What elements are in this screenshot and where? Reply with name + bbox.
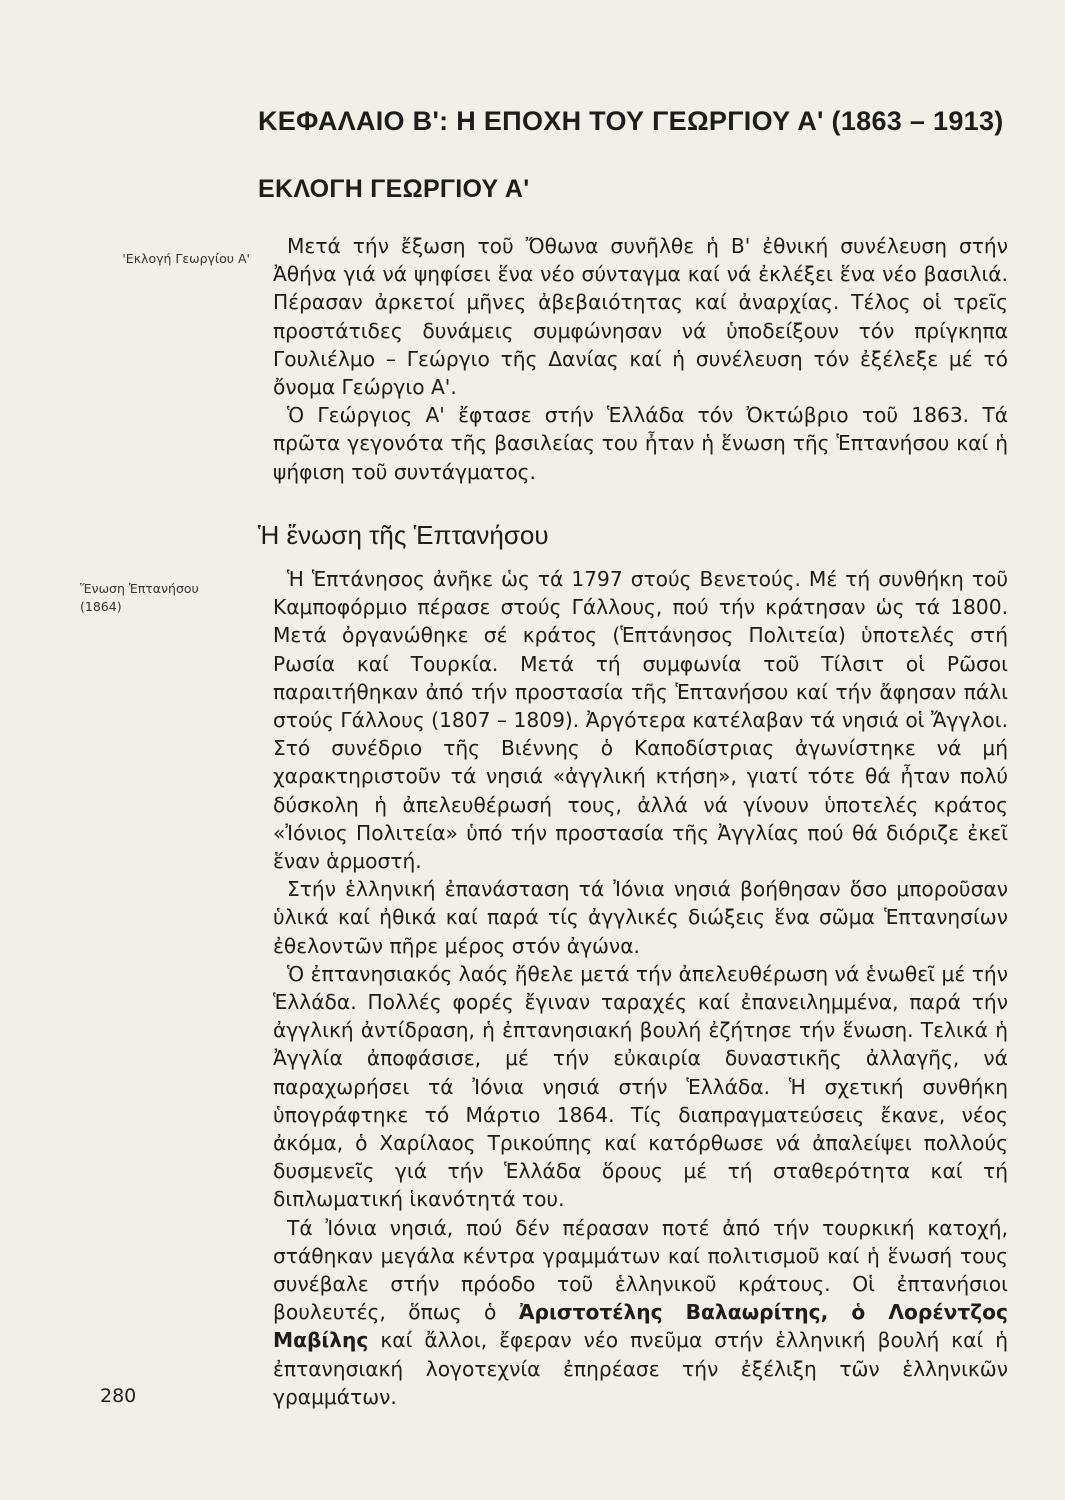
margin-note-election: 'Εκλογή Γεωργίου Α'	[122, 251, 250, 266]
section-title-election: ΕΚΛΟΓΗ ΓΕΩΡΓΙΟΥ Α'	[258, 175, 530, 203]
paragraph: Στήν ἑλληνική ἐπανάσταση τά Ἰόνια νησιά βοήθησαν ὅσο μποροῦσαν ὑλικά καί ἠθικά καί παρά τίς ἀγγλικές διώξεις ἕνα σῶμα Ἑπτανησίων ἐθελοντῶν πῆρε μέρος στόν ἀγώνα.	[273, 877, 1008, 958]
margin-note-union-label: Ἕνωση Ἑπτανήσου	[80, 581, 199, 596]
paragraph: Ὁ Γεώργιος Α' ἔφτασε στήν Ἑλλάδα τόν Ὀκτώβριο τοῦ 1863. Τά πρῶτα γεγονότα τῆς βασιλείας του ἦταν ἡ ἕνωση τῆς Ἑπτανήσου καί ἡ ψήφιση τοῦ συντάγματος.	[273, 403, 1008, 484]
paragraph-text: Τά Ἰόνια νησιά, πού δέν πέρασαν ποτέ ἀπό τήν τουρκική κατοχή, στάθηκαν μεγάλα κέντρα γραμμάτων καί πολιτισμοῦ καί ἡ ἕνωσή τους συνέβαλε στήν πρόοδο τοῦ ἑλληνικοῦ κράτους. Οἱ ἐπτανήσιοι βουλευτές, ὅπως ὁ	[273, 1215, 1008, 1325]
bold-names: Ἀριστοτέλης Βαλαωρίτης, ὁ Λορέντζος Μαβίλης	[273, 1300, 1008, 1353]
paragraph: Ἡ Ἑπτάνησος ἀνῆκε ὡς τά 1797 στούς Βενετούς. Μέ τή συνθήκη τοῦ Καμποφόρμιο πέρασε στούς Γάλλους, πού τήν κράτησαν ὡς τά 1800. Μετά ὀργανώθηκε σέ κράτος (Ἑπτάνησος Πολιτεία) ὑποτελές στή Ρωσία καί Τουρκία. Μετά τή συμφωνία τοῦ Τίλσιτ οἱ Ρῶσοι παραιτήθηκαν ἀπό τήν προστασία τῆς Ἑπτανήσου καί τήν ἄφησαν πάλι στούς Γάλλους (1807 – 1809). Ἀργότερα κατέλαβαν τά νησιά οἱ Ἄγγλοι. Στό συνέδριο τῆς Βιέννης ὁ Καποδίστριας ἀγωνίστηκε νά μή χαρακτηριστοῦν τά νησιά «ἀγγλική κτήση», γιατί τότε θά ἦταν πολύ δύσκολη ἡ ἀπελευθέρωσή τους, ἀλλά νά γίνουν ὑποτελές κράτος «Ἰόνιος Πολιτεία» ὑπό τήν προστασία τῆς Ἀγγλίας πού θά διόριζε ἐκεῖ ἕναν ἁρμοστή.	[273, 567, 1008, 874]
paragraph: Μετά τήν ἔξωση τοῦ Ὄθωνα συνῆλθε ἡ Β' ἐθνική συνέλευση στήν Ἀθήνα γιά νά ψηφίσει ἕνα νέο σύνταγμα καί νά ἐκλέξει ἕνα νέο βασιλιά. Πέρασαν ἀρκετοί μῆνες ἀβεβαιότητας καί ἀναρχίας. Τέλος οἱ τρεῖς προστάτιδες δυνάμεις συμφώνησαν νά ὑποδείξουν τόν πρίγκηπα Γουλιέλμο – Γεώργιο τῆς Δανίας καί ἡ συνέλευση τόν ἐξέλεξε μέ τό ὄνομα Γεώργιο Α'.	[273, 234, 1008, 400]
paragraph-text: καί ἄλλοι, ἔφεραν νέο πνεῦμα στήν ἑλληνική βουλή καί ἡ ἐπτανησιακή λογοτεχνία ἐπηρέασε τήν ἐξέλιξη τῶν ἑλληνικῶν γραμμάτων.	[273, 1328, 1008, 1409]
section-title-union: Ἡ ἕνωση τῆς Ἑπτανήσου	[258, 520, 549, 550]
page-number: 280	[100, 1385, 137, 1407]
section-election-body	[273, 232, 1008, 486]
margin-note-union-year: (1864)	[80, 599, 122, 614]
section-union-body	[273, 565, 1008, 1411]
paragraph	[273, 1214, 1008, 1411]
paragraph: Ὁ ἐπτανησιακός λαός ἤθελε μετά τήν ἀπελευθέρωση νά ἑνωθεῖ μέ τήν Ἑλλάδα. Πολλές φορές ἔγιναν ταραχές καί ἐπανειλημμένα, παρά τήν ἀγγλική ἀντίδραση, ἡ ἐπτανησιακή βουλή ἐζήτησε τήν ἕνωση. Τελικά ἡ Ἀγγλία ἀποφάσισε, μέ τήν εὐκαιρία δυναστικῆς ἀλλαγῆς, νά παραχωρήσει τά Ἰόνια νησιά στήν Ἑλλάδα. Ἡ σχετική συνθήκη ὑπογράφτηκε τό Μάρτιο 1864. Τίς διαπραγματεύσεις ἔκανε, νέος ἀκόμα, ὁ Χαρίλαος Τρικούπης καί κατόρθωσε νά ἀπαλείψει πολλούς δυσμενεῖς γιά τήν Ἑλλάδα ὅρους μέ τή σταθερότητα καί τή διπλωματική ἱκανότητά του.	[273, 961, 1008, 1212]
margin-note-union	[80, 580, 250, 616]
chapter-title: ΚΕΦΑΛΑΙΟ Β': Η ΕΠΟΧΗ ΤΟΥ ΓΕΩΡΓΙΟΥ Α' (1863 – 1913)	[258, 106, 1004, 136]
